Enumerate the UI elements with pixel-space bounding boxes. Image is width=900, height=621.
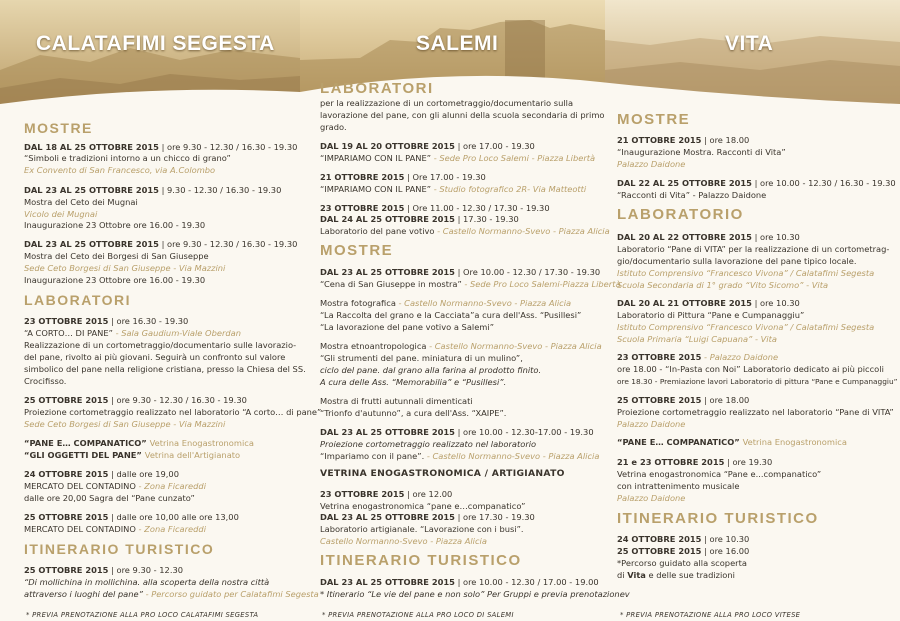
event-date: DAL 18 AL 25 OTTOBRE 2015 | ore 9.30 - 12.30 / 16.30 - 19.30 bbox=[24, 142, 298, 152]
event-text: ore 18.30 - Premiazione lavori Laboratorio di pittura “Pane e Cumpanaggiu” bbox=[617, 377, 898, 386]
event-text: ore 18.00 - “In-Pasta con Noi” Laboratorio dedicato ai più piccoli bbox=[617, 364, 884, 374]
section-laboratori-title: LABORATORI bbox=[320, 80, 434, 97]
section-mostre-title: MOSTRE bbox=[617, 111, 691, 128]
event-text: Laboratorio “Pane di VITA” per la realizzazione di un cortometrag- bbox=[617, 244, 890, 254]
event-date: 21 OTTOBRE 2015 | ore 18.00 bbox=[617, 135, 750, 145]
section-itinerario-title: ITINERARIO TURISTICO bbox=[617, 510, 819, 527]
event-date: 23 OTTOBRE 2015 - Palazzo Daidone bbox=[617, 352, 779, 362]
event-place: Ex Convento di San Francesco, via A.Colombo bbox=[24, 165, 216, 175]
footer-note-salemi: * PREVIA PRENOTAZIONE ALLA PRO LOCO DI SALEMI bbox=[322, 611, 514, 619]
event-inauguration: Inaugurazione 23 Ottobre ore 16.00 - 19.30 bbox=[24, 220, 206, 230]
event-date: 25 OTTOBRE 2015 | ore 16.00 bbox=[617, 546, 750, 556]
event-desc: *Percorso guidato alla scoperta bbox=[617, 558, 747, 568]
event-date: DAL 23 AL 25 OTTOBRE 2015 | ore 17.30 - 19.30 bbox=[320, 512, 535, 522]
event-desc: * Itinerario “Le vie del pane e non solo” Per Gruppi e previa prenotazionev bbox=[320, 589, 630, 599]
section-intro: grado. bbox=[320, 122, 347, 132]
section-mostre-title: MOSTRE bbox=[320, 242, 394, 259]
event-date: 25 OTTOBRE 2015 | ore 18.00 bbox=[617, 395, 750, 405]
event-text: A cura delle Ass. “Memorabilia” e “Pusillesi”. bbox=[320, 377, 507, 387]
event-date: 21 e 23 OTTOBRE 2015 | ore 19.30 bbox=[617, 457, 773, 467]
event-desc: “Di mollichina in mollichina. alla scoperta della nostra città bbox=[24, 577, 270, 587]
event-desc: attraverso i luoghi del pane” - Percorso guidato per Calatafimi Segesta bbox=[24, 589, 319, 599]
event-place: Istituto Comprensivo “Francesco Vivona” / Calatafimi Segesta bbox=[617, 322, 875, 332]
event-date: DAL 23 AL 25 OTTOBRE 2015 | Ore 10.00 - 12.30 / 17.30 - 19.30 bbox=[320, 267, 601, 277]
event-date: 23 OTTOBRE 2015 | ore 16.30 - 19.30 bbox=[24, 316, 189, 326]
footer-note-calatafimi: * PREVIA PRENOTAZIONE ALLA PRO LOCO CALATAFIMI SEGESTA bbox=[26, 611, 259, 619]
event-desc: MERCATO DEL CONTADINO - Zona Ficareddi bbox=[24, 481, 206, 491]
event-date: DAL 20 AL 22 OTTOBRE 2015 | ore 10.30 bbox=[617, 232, 800, 242]
event-date: DAL 23 AL 25 OTTOBRE 2015 | ore 9.30 - 12.30 / 16.30 - 19.30 bbox=[24, 239, 298, 249]
event-date: DAL 23 AL 25 OTTOBRE 2015 | 9.30 - 12.30 / 16.30 - 19.30 bbox=[24, 185, 282, 195]
event-desc: Vetrina enogastronomica “Pane e...companatico” bbox=[617, 469, 822, 479]
event-extra: dalle ore 20,00 Sagra del “Pane cunzato” bbox=[24, 493, 195, 503]
event-desc: di Vita e delle sue tradizioni bbox=[617, 570, 735, 580]
event-date: 24 OTTOBRE 2015 | ore 10.30 bbox=[617, 534, 750, 544]
event-desc: Vetrina enogastronomica “pane e…companatico” bbox=[320, 501, 526, 511]
event-text: Mostra di frutti autunnali dimenticati bbox=[320, 396, 473, 406]
event-desc: Proiezione cortometraggio realizzato nel laboratorio bbox=[320, 439, 537, 449]
section-intro: per la realizzazione di un cortometraggio/documentario sulla bbox=[320, 98, 574, 108]
event-text: ciclo del pane. dal grano alla farina al prodotto finito. bbox=[320, 365, 542, 375]
section-itinerario-title: ITINERARIO TURISTICO bbox=[320, 552, 522, 569]
event-text: Crocifisso. bbox=[24, 376, 67, 386]
event-desc: “IMPARIAMO CON IL PANE” - Studio fotografico 2R- Via Matteotti bbox=[320, 184, 587, 194]
event-date: DAL 20 AL 21 OTTOBRE 2015 | ore 10.30 bbox=[617, 298, 800, 308]
event-desc: con intrattenimento musicale bbox=[617, 481, 740, 491]
section-laboratori-title: LABORATORI bbox=[24, 292, 132, 308]
event-date: 24 OTTOBRE 2015 | dalle ore 19,00 bbox=[24, 469, 179, 479]
event-date: DAL 22 AL 25 OTTOBRE 2015 | ore 10.00 - 12.30 / 16.30 - 19.30 bbox=[617, 178, 896, 188]
event-place: Scuola Primaria “Luigi Capuana” - Vita bbox=[617, 334, 777, 344]
event-desc: Mostra del Ceto dei Borgesi di San Giuseppe bbox=[24, 251, 209, 261]
town-title-vita: VITA bbox=[725, 32, 774, 55]
section-mostre-title: MOSTRE bbox=[24, 120, 93, 136]
event-desc: “IMPARIAMO CON IL PANE” - Sede Pro Loco Salemi - Piazza Libertà bbox=[320, 153, 596, 163]
event-place: Palazzo Daidone bbox=[617, 419, 686, 429]
event-date: DAL 23 AL 25 OTTOBRE 2015 | ore 10.00 - 12.30 / 17.00 - 19.00 bbox=[320, 577, 599, 587]
pane-companatico: “PANE E… COMPANATICO” Vetrina Enogastronomica bbox=[24, 438, 254, 448]
section-vetrina-title: VETRINA ENOGASTRONOMICA / ARTIGIANATO bbox=[320, 468, 565, 479]
event-place: Scuola Secondaria di 1° grado “Vito Sicomo” - Vita bbox=[617, 280, 829, 290]
event-desc: “Inaugurazione Mostra. Racconti di Vita” bbox=[617, 147, 786, 157]
event-desc: Mostra del Ceto dei Mugnai bbox=[24, 197, 138, 207]
event-desc: Laboratorio artigianale. “Lavorazione con i busi”. bbox=[320, 524, 524, 534]
event-text: “La Raccolta del grano e la Cacciata”a cura dell'Ass. “Pusillesi” bbox=[320, 310, 582, 320]
event-place: Palazzo Daidone bbox=[617, 493, 686, 503]
event-desc: MERCATO DEL CONTADINO - Zona Ficareddi bbox=[24, 524, 206, 534]
event-date: 23 OTTOBRE 2015 | Ore 11.00 - 12.30 / 17.30 - 19.30 bbox=[320, 203, 550, 213]
event-date: 23 OTTOBRE 2015 | ore 12.00 bbox=[320, 489, 453, 499]
event-place: Palazzo Daidone bbox=[617, 159, 686, 169]
section-intro: lavorazione del pane, con gli alunni della scuola secondaria di primo bbox=[320, 110, 605, 120]
event-desc: Mostra etnoantropologica - Castello Normanno-Svevo - Piazza Alicia bbox=[320, 341, 602, 351]
section-laboratorio-title: LABORATORIO bbox=[617, 206, 744, 223]
event-text: gio/documentario sulla lavorazione del pane tipico locale. bbox=[617, 256, 857, 266]
section-itinerario-title: ITINERARIO TURISTICO bbox=[24, 541, 215, 557]
event-date: 21 OTTOBRE 2015 | Ore 17.00 - 19.30 bbox=[320, 172, 486, 182]
event-date: DAL 19 AL 20 OTTOBRE 2015 | ore 17.00 - 19.30 bbox=[320, 141, 535, 151]
footer-note-vita: * PREVIA PRENOTAZIONE ALLA PRO LOCO VITESE bbox=[620, 611, 801, 619]
event-date: 25 OTTOBRE 2015 | ore 9.30 - 12.30 / 16.30 - 19.30 bbox=[24, 395, 247, 405]
event-text: del pane, rivolto ai più giovani. Seguirà un confronto sul valore bbox=[24, 352, 286, 362]
event-desc: Mostra fotografica - Castello Normanno-Svevo - Piazza Alicia bbox=[320, 298, 572, 308]
event-text: Realizzazione di un cortometraggio/documentario sulle lavorazio- bbox=[24, 340, 297, 350]
oggetti-del-pane: “GLI OGGETTI DEL PANE” Vetrina dell'Artigianato bbox=[24, 450, 241, 460]
event-place: Castello Normanno-Svevo - Piazza Alicia bbox=[320, 536, 487, 546]
event-desc: Proiezione cortometraggio realizzato nel laboratorio “Pane di VITA” bbox=[617, 407, 894, 417]
event-desc: Laboratorio del pane votivo - Castello Normanno-Svevo - Piazza Alicia bbox=[320, 226, 610, 236]
event-date: DAL 23 AL 25 OTTOBRE 2015 | ore 10.00 - 12.30-17.00 - 19.30 bbox=[320, 427, 594, 437]
event-desc: “Cena di San Giuseppe in mostra” - Sede Pro Loco Salemi-Piazza Libertà bbox=[320, 279, 621, 289]
event-desc: “Impariamo con il pane”. - Castello Normanno-Svevo - Piazza Alicia bbox=[320, 451, 600, 461]
event-desc: “A CORTO… DI PANE” - Sala Gaudium-Viale Oberdan bbox=[24, 328, 241, 338]
event-text: “Gli strumenti del pane. miniatura di un mulino”, bbox=[320, 353, 523, 363]
event-desc: “Simboli e tradizioni intorno a un chicco di grano” bbox=[24, 153, 231, 163]
event-place: Sede Ceto Borgesi di San Giuseppe - Via Mazzini bbox=[24, 419, 226, 429]
event-date: 25 OTTOBRE 2015 | dalle ore 10,00 alle ore 13,00 bbox=[24, 512, 239, 522]
event-text: “La lavorazione del pane votivo a Salemi” bbox=[320, 322, 494, 332]
event-desc: Proiezione cortometraggio realizzato nel laboratorio “A corto… di pane” bbox=[24, 407, 322, 417]
event-text: simbolico del pane nella religione cristiana, presso la Chiesa del SS. bbox=[24, 364, 306, 374]
town-title-salemi: SALEMI bbox=[416, 32, 499, 55]
town-title-calatafimi: CALATAFIMI SEGESTA bbox=[36, 32, 275, 55]
event-desc: Laboratorio di Pittura “Pane e Cumpanaggiu” bbox=[617, 310, 805, 320]
event-desc: “Racconti di Vita” - Palazzo Daidone bbox=[617, 190, 767, 200]
event-place: Istituto Comprensivo “Francesco Vivona” / Calatafimi Segesta bbox=[617, 268, 875, 278]
event-place: Vicolo dei Mugnai bbox=[24, 209, 98, 219]
event-date: 25 OTTOBRE 2015 | ore 9.30 - 12.30 bbox=[24, 565, 184, 575]
event-text: “Trionfo d'autunno”, a cura dell'Ass. “XAIPE”. bbox=[320, 408, 507, 418]
event-place: Sede Ceto Borgesi di San Giuseppe - Via Mazzini bbox=[24, 263, 226, 273]
event-date: DAL 24 AL 25 OTTOBRE 2015 | 17.30 - 19.30 bbox=[320, 214, 519, 224]
pane-companatico: “PANE E… COMPANATICO” Vetrina Enogastronomica bbox=[617, 437, 847, 447]
event-inauguration: Inaugurazione 23 Ottobre ore 16.00 - 19.30 bbox=[24, 275, 206, 285]
